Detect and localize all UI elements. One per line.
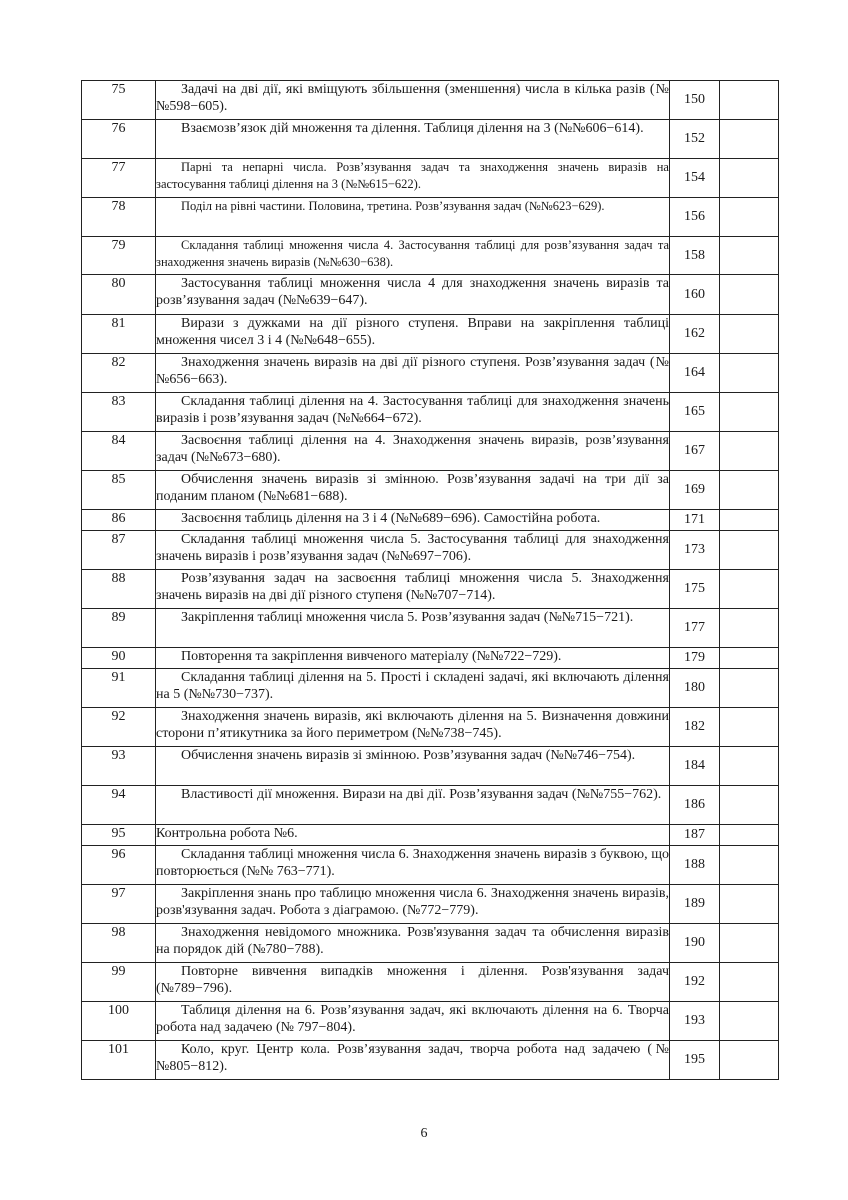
lesson-page: 180: [670, 669, 720, 708]
table-row: [82, 198, 779, 237]
lesson-page: 150: [670, 81, 720, 120]
lesson-topic-text: Взаємозв’язок дій множення та ділення. Таблиця ділення на 3 (№№606−614).: [181, 121, 644, 136]
empty-cell: [720, 708, 779, 747]
lesson-topic: [156, 885, 670, 924]
lesson-topic-text: Знаходження значень виразів, які включають ділення на 5. Визначення довжини сторони п’ятикутника за його периметром (№№738−745).: [156, 709, 669, 741]
lesson-number: 82: [82, 354, 156, 393]
lesson-number: 75: [82, 81, 156, 120]
lesson-page: 187: [670, 825, 720, 846]
lesson-topic: [156, 1002, 670, 1041]
lesson-topic: [156, 747, 670, 786]
lesson-topic-text: Складання таблиці ділення на 4. Застосування таблиці для знаходження значень виразів і розв’язування задач (№№664−672).: [156, 394, 669, 426]
table-row: [82, 669, 779, 708]
lesson-topic: [156, 924, 670, 963]
lesson-page: 188: [670, 846, 720, 885]
empty-cell: [720, 648, 779, 669]
lesson-page: 193: [670, 1002, 720, 1041]
lesson-topic: [156, 570, 670, 609]
lesson-topic: [156, 669, 670, 708]
lesson-page: 158: [670, 237, 720, 275]
empty-cell: [720, 963, 779, 1002]
table-row: [82, 570, 779, 609]
lesson-page: 154: [670, 159, 720, 198]
lesson-page: 184: [670, 747, 720, 786]
lesson-page: 169: [670, 471, 720, 510]
lesson-topic: [156, 1041, 670, 1080]
table-row: [82, 120, 779, 159]
table-row: [82, 81, 779, 120]
lesson-topic: [156, 609, 670, 648]
lesson-number: 92: [82, 708, 156, 747]
lesson-number: 93: [82, 747, 156, 786]
lesson-topic-text: Контрольна робота №6.: [156, 826, 298, 841]
empty-cell: [720, 393, 779, 432]
empty-cell: [720, 846, 779, 885]
table-row: [82, 924, 779, 963]
empty-cell: [720, 669, 779, 708]
empty-cell: [720, 1041, 779, 1080]
table-row: [82, 237, 779, 275]
empty-cell: [720, 885, 779, 924]
lesson-page: 152: [670, 120, 720, 159]
lesson-page: 190: [670, 924, 720, 963]
lesson-topic-text: Коло, круг. Центр кола. Розв’язування задач, творча робота над задачею (№№805−812).: [156, 1042, 669, 1074]
lesson-topic-text: Складання таблиці множення числа 6. Знаходження значень виразів з буквою, що повторюється (№№ 763−771).: [156, 847, 669, 879]
table-row: [82, 471, 779, 510]
empty-cell: [720, 747, 779, 786]
table-row: [82, 708, 779, 747]
lesson-page: 177: [670, 609, 720, 648]
lesson-topic-text: Знаходження значень виразів на дві дії різного ступеня. Розв’язування задач (№№656−663).: [156, 355, 669, 387]
lesson-topic-text: Таблиця ділення на 6. Розв’язування задач, які включають ділення на 6. Творча робота над задачею (№ 797−804).: [156, 1003, 669, 1035]
lesson-number: 94: [82, 786, 156, 825]
lesson-page: 165: [670, 393, 720, 432]
empty-cell: [720, 1002, 779, 1041]
lesson-topic-text: Розв’язування задач на засвоєння таблиці множення числа 5. Знаходження значень виразів на дві дії різного ступеня (№№707−714).: [156, 571, 669, 603]
lesson-topic-text: Знаходження невідомого множника. Розв'язування задач та обчислення виразів на порядок дій (№780−788).: [156, 925, 669, 957]
lesson-page: 167: [670, 432, 720, 471]
lesson-number: 80: [82, 275, 156, 315]
empty-cell: [720, 81, 779, 120]
lesson-topic: [156, 432, 670, 471]
empty-cell: [720, 120, 779, 159]
empty-cell: [720, 786, 779, 825]
empty-cell: [720, 315, 779, 354]
table-row: [82, 1041, 779, 1080]
lesson-number: 81: [82, 315, 156, 354]
empty-cell: [720, 510, 779, 531]
lesson-number: 97: [82, 885, 156, 924]
lesson-topic: [156, 531, 670, 570]
empty-cell: [720, 570, 779, 609]
lesson-topic: [156, 708, 670, 747]
empty-cell: [720, 471, 779, 510]
lesson-topic-text: Засвоєння таблиць ділення на 3 і 4 (№№689−696). Самостійна робота.: [181, 511, 601, 526]
lesson-page: 182: [670, 708, 720, 747]
lesson-number: 84: [82, 432, 156, 471]
lesson-topic: [156, 825, 670, 846]
lesson-number: 86: [82, 510, 156, 531]
lesson-topic: [156, 648, 670, 669]
lesson-page: 171: [670, 510, 720, 531]
empty-cell: [720, 432, 779, 471]
empty-cell: [720, 198, 779, 237]
lesson-topic: [156, 354, 670, 393]
lesson-number: 79: [82, 237, 156, 275]
table-row: [82, 786, 779, 825]
lesson-number: 78: [82, 198, 156, 237]
lesson-page: 173: [670, 531, 720, 570]
empty-cell: [720, 354, 779, 393]
table-row: [82, 963, 779, 1002]
lesson-topic-text: Парні та непарні числа. Розв’язування задач та знаходження значень виразів на застосування таблиці ділення на 3 (№№615−622).: [156, 160, 669, 191]
lesson-topic: [156, 315, 670, 354]
lesson-number: 100: [82, 1002, 156, 1041]
lesson-topic: [156, 81, 670, 120]
table-row: [82, 354, 779, 393]
lesson-number: 77: [82, 159, 156, 198]
lesson-plan-table: [81, 80, 779, 1080]
lesson-page: 186: [670, 786, 720, 825]
lesson-page: 189: [670, 885, 720, 924]
table-row: [82, 648, 779, 669]
lesson-page: 160: [670, 275, 720, 315]
lesson-page: 175: [670, 570, 720, 609]
lesson-topic: [156, 159, 670, 198]
lesson-number: 85: [82, 471, 156, 510]
empty-cell: [720, 237, 779, 275]
lesson-number: 76: [82, 120, 156, 159]
table-row: [82, 393, 779, 432]
lesson-topic: [156, 510, 670, 531]
table-row: [82, 159, 779, 198]
lesson-topic-text: Складання таблиці ділення на 5. Прості і складені задачі, які включають ділення на 5 (№№730−737).: [156, 670, 669, 702]
lesson-topic: [156, 393, 670, 432]
table-row: [82, 1002, 779, 1041]
lesson-topic-text: Складання таблиці множення числа 5. Застосування таблиці для знаходження значень виразів і розв’язування задач (№№697−706).: [156, 532, 669, 564]
lesson-topic: [156, 786, 670, 825]
lesson-number: 83: [82, 393, 156, 432]
lesson-number: 89: [82, 609, 156, 648]
lesson-page: 192: [670, 963, 720, 1002]
empty-cell: [720, 159, 779, 198]
lesson-topic-text: Закріплення таблиці множення числа 5. Розв’язування задач (№№715−721).: [181, 610, 634, 625]
lesson-topic: [156, 120, 670, 159]
lesson-topic-text: Засвоєння таблиці ділення на 4. Знаходження значень виразів, розв’язування задач (№№673−680).: [156, 433, 669, 465]
lesson-topic-text: Складання таблиці множення числа 4. Застосування таблиці для розв’язування задач та знаходження значень виразів (№№630−638).: [156, 238, 669, 269]
lesson-topic-text: Вирази з дужками на дії різного ступеня. Вправи на закріплення таблиці множення чисел 3 і 4 (№№648−655).: [156, 316, 669, 348]
page-number: 6: [420, 1126, 428, 1141]
table-row: [82, 432, 779, 471]
lesson-number: 99: [82, 963, 156, 1002]
lesson-number: 90: [82, 648, 156, 669]
table-row: [82, 885, 779, 924]
lesson-number: 91: [82, 669, 156, 708]
empty-cell: [720, 275, 779, 315]
lesson-topic-text: Застосування таблиці множення числа 4 для знаходження значень виразів та розв’язування задач (№№639−647).: [156, 276, 669, 308]
lesson-topic: [156, 275, 670, 315]
lesson-number: 87: [82, 531, 156, 570]
table-row: [82, 747, 779, 786]
lesson-topic: [156, 237, 670, 275]
table-row: [82, 609, 779, 648]
lesson-topic-text: Обчислення значень виразів зі змінною. Розв’язування задачі на три дії за поданим планом (№№681−688).: [156, 472, 669, 504]
table-row: [82, 510, 779, 531]
table-row: [82, 275, 779, 315]
lesson-number: 98: [82, 924, 156, 963]
lesson-topic: [156, 471, 670, 510]
lesson-page: 179: [670, 648, 720, 669]
lesson-number: 88: [82, 570, 156, 609]
table-row: [82, 315, 779, 354]
lesson-number: 96: [82, 846, 156, 885]
lesson-page: 164: [670, 354, 720, 393]
lesson-topic: [156, 846, 670, 885]
lesson-number: 101: [82, 1041, 156, 1080]
lesson-topic-text: Повторення та закріплення вивченого матеріалу (№№722−729).: [181, 649, 562, 664]
lesson-topic-text: Обчислення значень виразів зі змінною. Розв’язування задач (№№746−754).: [181, 748, 636, 763]
table-row: [82, 846, 779, 885]
empty-cell: [720, 531, 779, 570]
lesson-page: 195: [670, 1041, 720, 1080]
lesson-page: 162: [670, 315, 720, 354]
lesson-topic-text: Закріплення знань про таблицю множення числа 6. Знаходження значень виразів, розв'язування задач. Робота з діаграмою. (№772−779).: [156, 886, 669, 918]
lesson-page: 156: [670, 198, 720, 237]
table-row: [82, 825, 779, 846]
empty-cell: [720, 924, 779, 963]
lesson-number: 95: [82, 825, 156, 846]
lesson-topic: [156, 198, 670, 237]
table-row: [82, 531, 779, 570]
lesson-topic: [156, 963, 670, 1002]
table-body: [82, 81, 779, 1080]
lesson-topic-text: Задачі на дві дії, які вміщують збільшення (зменшення) числа в кілька разів (№№598−605).: [156, 82, 669, 114]
empty-cell: [720, 825, 779, 846]
lesson-topic-text: Повторне вивчення випадків множення і ділення. Розв'язування задач (№789−796).: [156, 964, 669, 996]
lesson-topic-text: Властивості дії множення. Вирази на дві дії. Розв’язування задач (№№755−762).: [181, 787, 662, 802]
empty-cell: [720, 609, 779, 648]
lesson-topic-text: Поділ на рівні частини. Половина, третина. Розв’язування задач (№№623−629).: [181, 199, 605, 213]
